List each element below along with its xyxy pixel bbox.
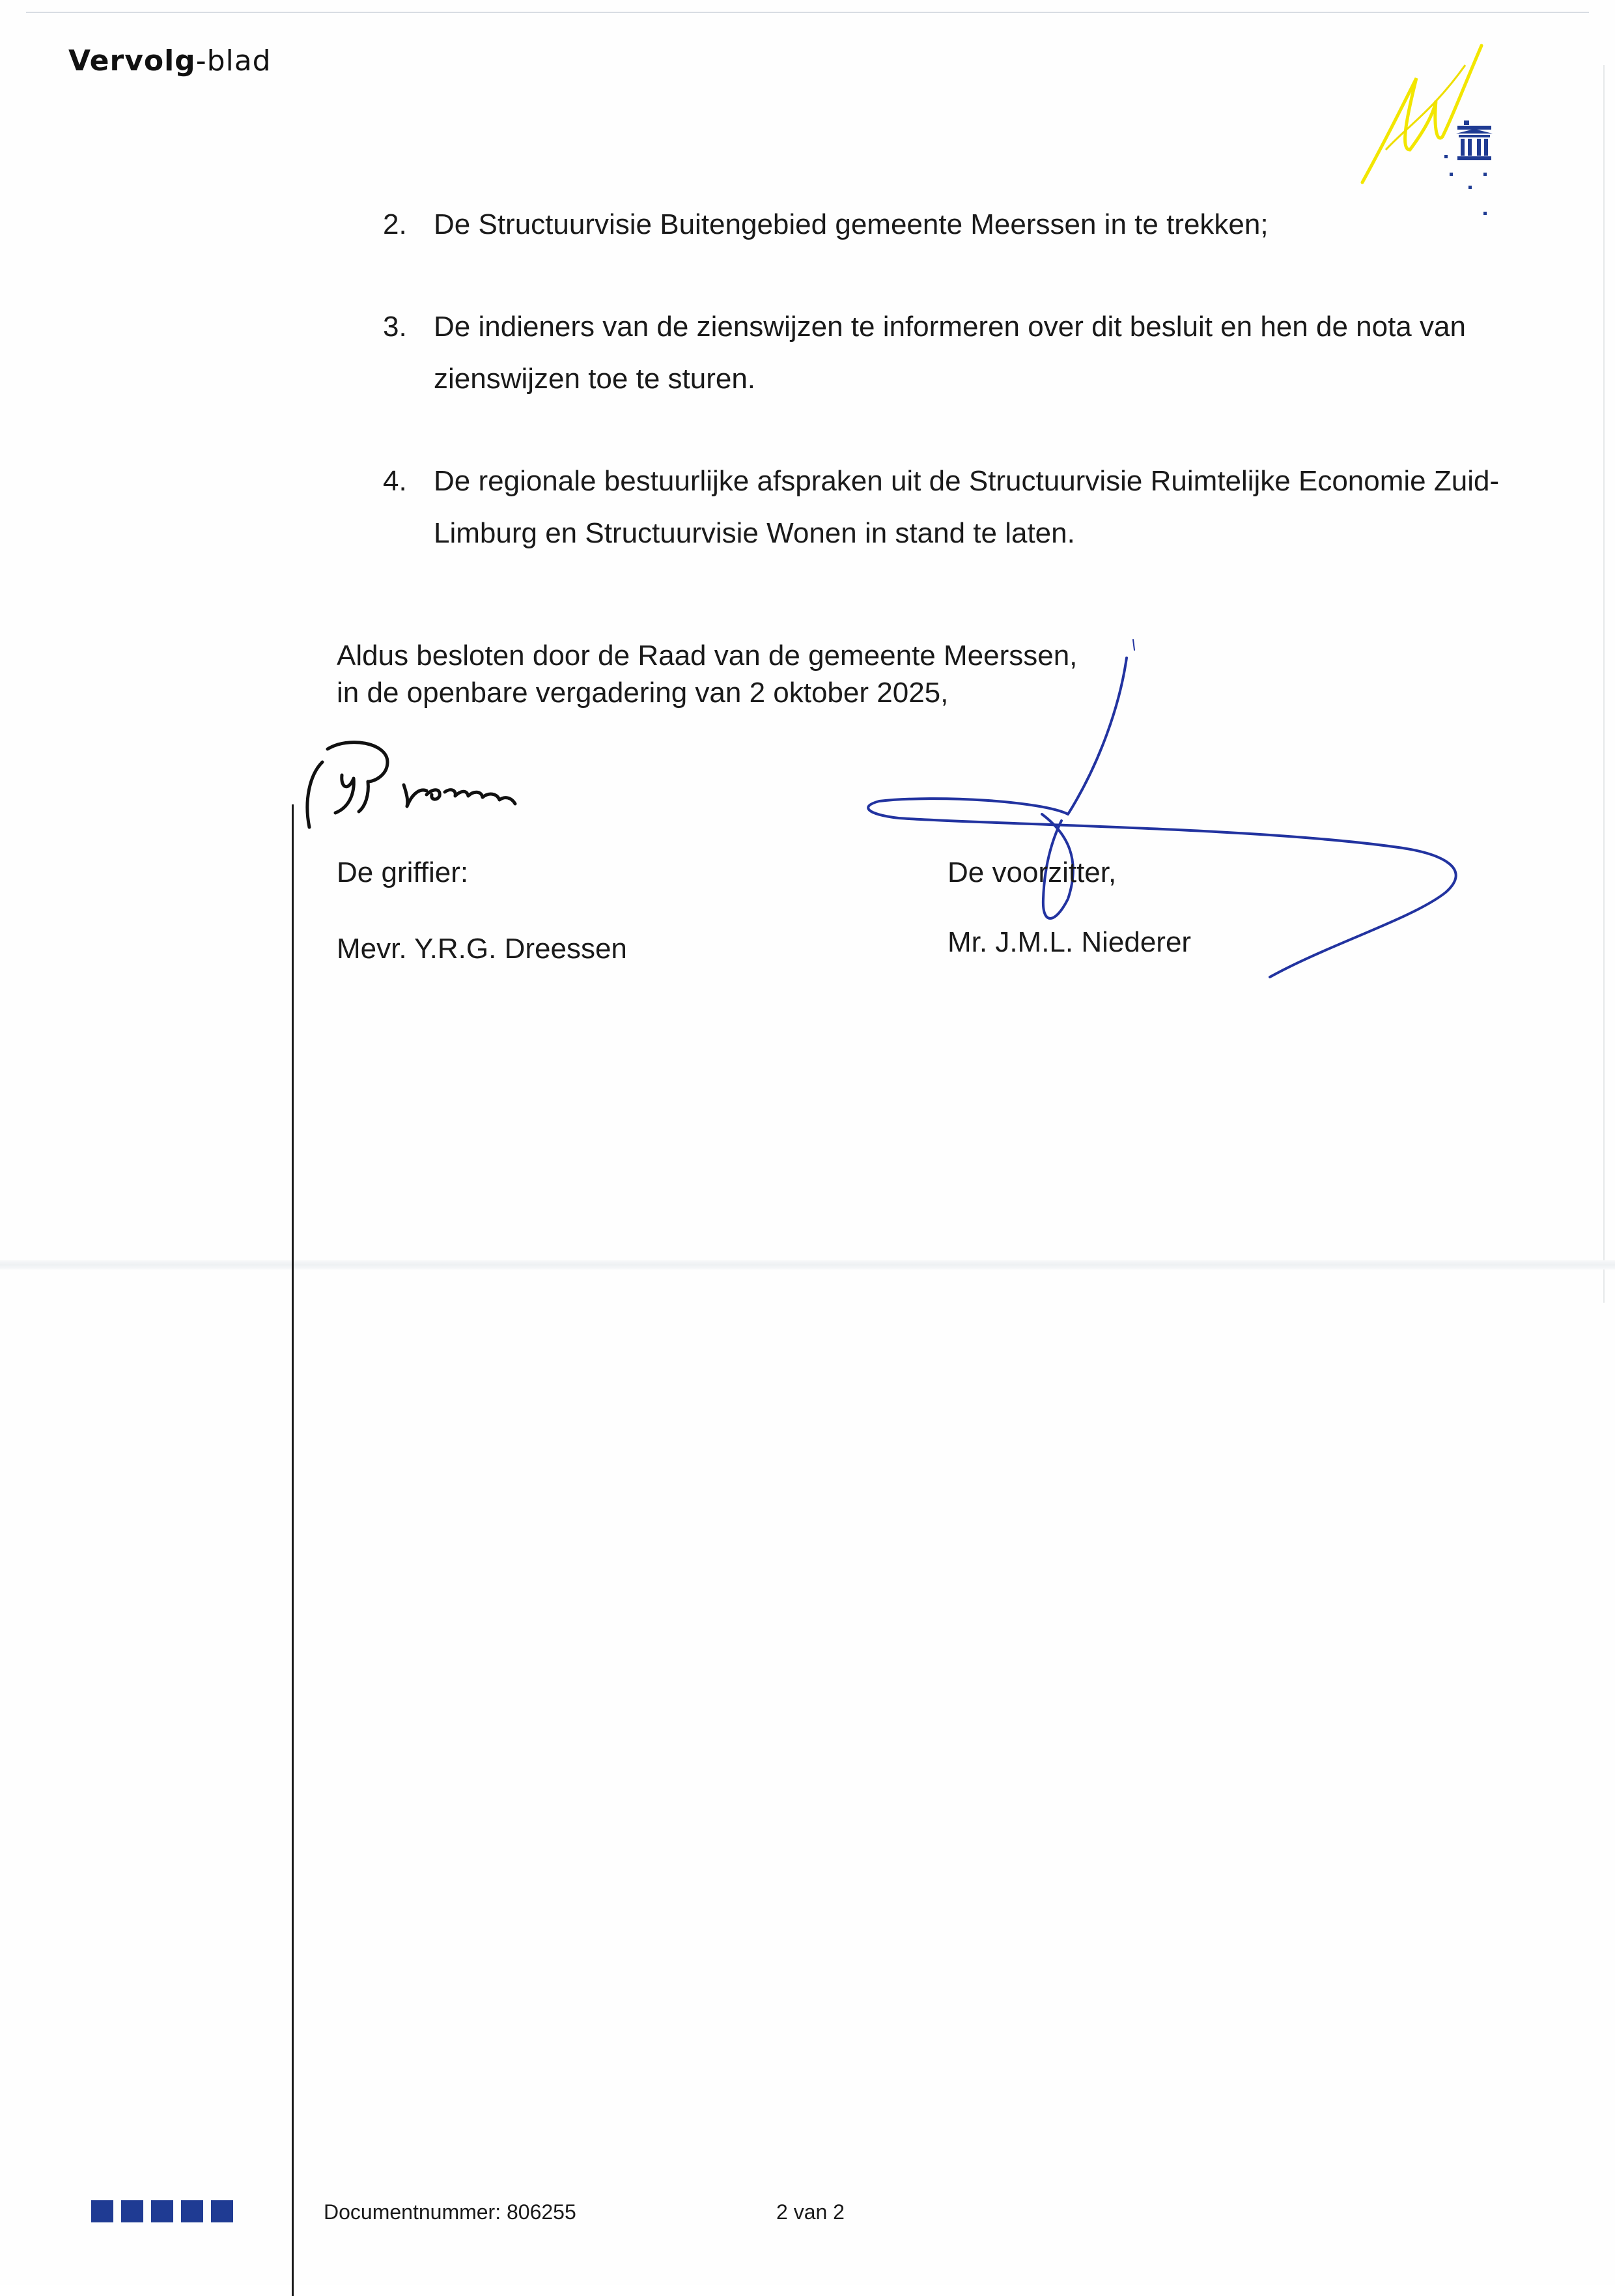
griffier-role: De griffier: xyxy=(337,857,469,888)
document-number: Documentnummer: 806255 xyxy=(324,2200,576,2224)
title-bold: Vervolg xyxy=(68,44,196,78)
page-title xyxy=(68,44,272,78)
margin-rule xyxy=(292,804,294,2296)
list-item xyxy=(383,301,1529,405)
yellow-initials-stroke xyxy=(1386,65,1465,150)
griffier-signature xyxy=(296,736,544,847)
page-number: 2 van 2 xyxy=(776,2200,845,2224)
brand-block xyxy=(121,2200,143,2222)
list-item xyxy=(383,455,1529,560)
griffier-name: Mevr. Y.R.G. Dreessen xyxy=(337,933,627,965)
voorzitter-name: Mr. J.M.L. Niederer xyxy=(948,926,1192,958)
list-item-number: 4. xyxy=(383,465,407,497)
list-item-text: De regionale bestuurlijke afspraken uit de Structuurvisie Ruimtelijke Economie Zuid-Limburg en Structuurvisie Wonen in stand te laten. xyxy=(434,465,1500,549)
closing-line: Aldus besloten door de Raad van de gemeente Meerssen, xyxy=(337,640,1078,672)
brand-block xyxy=(151,2200,173,2222)
list-item xyxy=(383,199,1529,251)
footer-brand-blocks xyxy=(91,2200,233,2222)
list-item-number: 3. xyxy=(383,311,407,343)
list-item-text: De Structuurvisie Buitengebied gemeente Meerssen in te trekken; xyxy=(434,208,1269,240)
title-rest: -blad xyxy=(195,44,272,78)
voorzitter-role: De voorzitter, xyxy=(948,857,1117,888)
closing-line: in de openbare vergadering van 2 oktober 2025, xyxy=(337,677,949,709)
brand-block xyxy=(211,2200,233,2222)
list-item-number: 2. xyxy=(383,208,407,240)
resolution-list xyxy=(383,199,1529,610)
brand-block xyxy=(91,2200,113,2222)
scan-edge-line xyxy=(26,12,1589,13)
scan-edge-line xyxy=(1603,65,1605,1303)
municipal-logo-icon xyxy=(1355,39,1511,221)
scan-fold xyxy=(0,1260,1615,1269)
brand-block xyxy=(181,2200,203,2222)
list-item-text: De indieners van de zienswijzen te informeren over dit besluit en hen de nota van zienswijzen toe te sturen. xyxy=(434,311,1466,395)
